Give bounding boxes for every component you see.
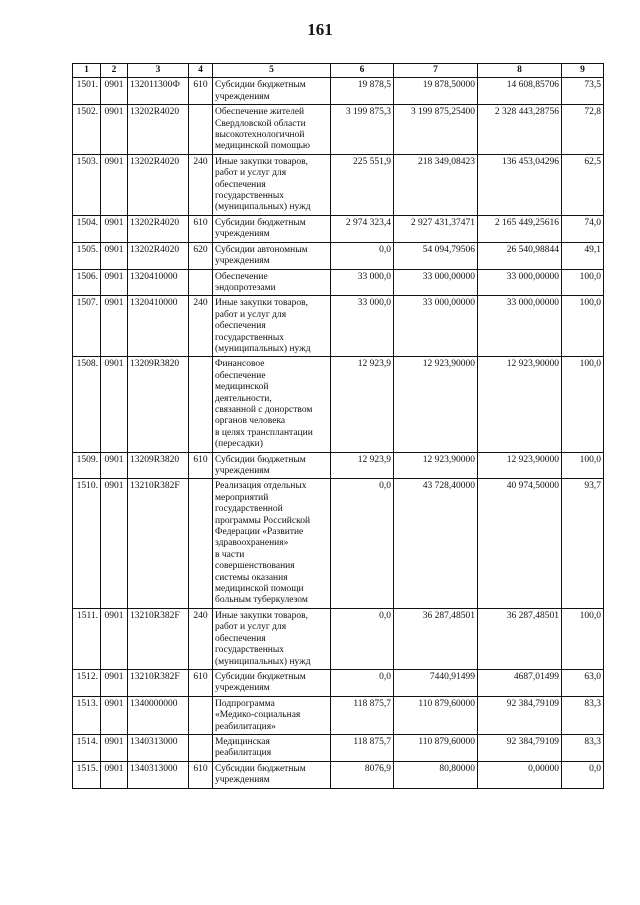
column-header: 6 [331, 64, 394, 78]
refined-amount: 43 728,40000 [394, 479, 478, 608]
item-name: Субсидии бюджетным учреждениям [213, 761, 331, 788]
expense-type-code: 610 [189, 215, 213, 242]
row-number: 1513. [73, 696, 101, 734]
table-row [73, 761, 604, 788]
target-article-code: 1340313000 [128, 761, 189, 788]
planned-amount: 118 875,7 [331, 734, 394, 761]
row-number: 1515. [73, 761, 101, 788]
execution-percent: 49,1 [562, 242, 604, 269]
execution-percent: 100,0 [562, 608, 604, 669]
target-article-code: 13209R3820 [128, 452, 189, 479]
table-row [73, 608, 604, 669]
section-code: 0901 [101, 105, 128, 155]
execution-percent: 74,0 [562, 215, 604, 242]
table-row [73, 669, 604, 696]
column-header: 8 [478, 64, 562, 78]
refined-amount: 3 199 875,25400 [394, 105, 478, 155]
refined-amount: 7440,91499 [394, 669, 478, 696]
table-row [73, 357, 604, 452]
table-row [73, 296, 604, 357]
item-name: Иные закупки товаров, работ и услуг для обеспечения государственных (муниципальных) нужд [213, 608, 331, 669]
table-row [73, 269, 604, 296]
column-header: 7 [394, 64, 478, 78]
executed-amount: 26 540,98844 [478, 242, 562, 269]
column-header: 3 [128, 64, 189, 78]
section-code: 0901 [101, 696, 128, 734]
expense-type-code: 610 [189, 452, 213, 479]
section-code: 0901 [101, 78, 128, 105]
row-number: 1514. [73, 734, 101, 761]
executed-amount: 4687,01499 [478, 669, 562, 696]
table-row [73, 452, 604, 479]
execution-percent: 73,5 [562, 78, 604, 105]
refined-amount: 36 287,48501 [394, 608, 478, 669]
execution-percent: 100,0 [562, 452, 604, 479]
section-code: 0901 [101, 154, 128, 215]
target-article-code: 13209R3820 [128, 357, 189, 452]
planned-amount: 0,0 [331, 608, 394, 669]
planned-amount: 0,0 [331, 242, 394, 269]
refined-amount: 19 878,50000 [394, 78, 478, 105]
refined-amount: 54 094,79506 [394, 242, 478, 269]
item-name: Субсидии автономным учреждениям [213, 242, 331, 269]
item-name: Субсидии бюджетным учреждениям [213, 669, 331, 696]
executed-amount: 92 384,79109 [478, 734, 562, 761]
planned-amount: 0,0 [331, 669, 394, 696]
expense-type-code: 610 [189, 669, 213, 696]
page-number: 161 [307, 20, 333, 39]
item-name: Субсидии бюджетным учреждениям [213, 215, 331, 242]
refined-amount: 12 923,90000 [394, 452, 478, 479]
target-article-code: 13202R4020 [128, 154, 189, 215]
section-code: 0901 [101, 734, 128, 761]
target-article-code: 13202R4020 [128, 105, 189, 155]
section-code: 0901 [101, 452, 128, 479]
executed-amount: 136 453,04296 [478, 154, 562, 215]
executed-amount: 14 608,85706 [478, 78, 562, 105]
planned-amount: 118 875,7 [331, 696, 394, 734]
target-article-code: 132011300Ф [128, 78, 189, 105]
planned-amount: 33 000,0 [331, 269, 394, 296]
target-article-code: 1320410000 [128, 296, 189, 357]
executed-amount: 33 000,00000 [478, 296, 562, 357]
table-row [73, 105, 604, 155]
column-header: 4 [189, 64, 213, 78]
target-article-code: 13210R382F [128, 608, 189, 669]
expense-type-code: 240 [189, 296, 213, 357]
expense-type-code [189, 696, 213, 734]
expense-type-code [189, 105, 213, 155]
row-number: 1511. [73, 608, 101, 669]
executed-amount: 12 923,90000 [478, 357, 562, 452]
execution-percent: 100,0 [562, 269, 604, 296]
column-header: 2 [101, 64, 128, 78]
refined-amount: 218 349,08423 [394, 154, 478, 215]
row-number: 1504. [73, 215, 101, 242]
refined-amount: 110 879,60000 [394, 734, 478, 761]
section-code: 0901 [101, 608, 128, 669]
table-row [73, 78, 604, 105]
target-article-code: 13210R382F [128, 669, 189, 696]
row-number: 1505. [73, 242, 101, 269]
refined-amount: 12 923,90000 [394, 357, 478, 452]
refined-amount: 33 000,00000 [394, 296, 478, 357]
expense-type-code [189, 479, 213, 608]
execution-percent: 72,8 [562, 105, 604, 155]
refined-amount: 80,80000 [394, 761, 478, 788]
target-article-code: 1340000000 [128, 696, 189, 734]
expense-type-code: 240 [189, 154, 213, 215]
table-body [73, 78, 604, 788]
item-name: Иные закупки товаров, работ и услуг для обеспечения государственных (муниципальных) нужд [213, 154, 331, 215]
expense-type-code: 240 [189, 608, 213, 669]
expense-type-code [189, 734, 213, 761]
planned-amount: 12 923,9 [331, 357, 394, 452]
planned-amount: 2 974 323,4 [331, 215, 394, 242]
section-code: 0901 [101, 761, 128, 788]
execution-percent: 100,0 [562, 296, 604, 357]
planned-amount: 8076,9 [331, 761, 394, 788]
row-number: 1507. [73, 296, 101, 357]
item-name: Субсидии бюджетным учреждениям [213, 452, 331, 479]
planned-amount: 0,0 [331, 479, 394, 608]
planned-amount: 33 000,0 [331, 296, 394, 357]
refined-amount: 2 927 431,37471 [394, 215, 478, 242]
execution-percent: 83,3 [562, 734, 604, 761]
row-number: 1508. [73, 357, 101, 452]
planned-amount: 12 923,9 [331, 452, 394, 479]
table-row [73, 696, 604, 734]
execution-percent: 0,0 [562, 761, 604, 788]
row-number: 1502. [73, 105, 101, 155]
section-code: 0901 [101, 296, 128, 357]
target-article-code: 13202R4020 [128, 242, 189, 269]
table-row [73, 215, 604, 242]
expense-type-code [189, 357, 213, 452]
row-number: 1509. [73, 452, 101, 479]
executed-amount: 36 287,48501 [478, 608, 562, 669]
table-row [73, 479, 604, 608]
section-code: 0901 [101, 215, 128, 242]
section-code: 0901 [101, 669, 128, 696]
item-name: Иные закупки товаров, работ и услуг для обеспечения государственных (муниципальных) нужд [213, 296, 331, 357]
item-name: Реализация отдельных мероприятий государственной программы Российской Федерации «Развитие здравоохранения» в части совершенствования системы оказания медицинской помощи больным туберкулезом [213, 479, 331, 608]
table-header-row [73, 64, 604, 78]
executed-amount: 2 165 449,25616 [478, 215, 562, 242]
column-header: 9 [562, 64, 604, 78]
target-article-code: 13210R382F [128, 479, 189, 608]
execution-percent: 100,0 [562, 357, 604, 452]
section-code: 0901 [101, 357, 128, 452]
item-name: Субсидии бюджетным учреждениям [213, 78, 331, 105]
expense-type-code [189, 269, 213, 296]
section-code: 0901 [101, 479, 128, 608]
section-code: 0901 [101, 269, 128, 296]
row-number: 1512. [73, 669, 101, 696]
section-code: 0901 [101, 242, 128, 269]
refined-amount: 110 879,60000 [394, 696, 478, 734]
execution-percent: 93,7 [562, 479, 604, 608]
executed-amount: 2 328 443,28756 [478, 105, 562, 155]
executed-amount: 33 000,00000 [478, 269, 562, 296]
table-row [73, 734, 604, 761]
column-header: 5 [213, 64, 331, 78]
target-article-code: 13202R4020 [128, 215, 189, 242]
row-number: 1506. [73, 269, 101, 296]
executed-amount: 0,00000 [478, 761, 562, 788]
executed-amount: 12 923,90000 [478, 452, 562, 479]
executed-amount: 40 974,50000 [478, 479, 562, 608]
table-row [73, 154, 604, 215]
planned-amount: 19 878,5 [331, 78, 394, 105]
table-row [73, 242, 604, 269]
expense-type-code: 610 [189, 78, 213, 105]
expense-type-code: 610 [189, 761, 213, 788]
item-name: Финансовое обеспечение медицинской деятельности, связанной с донорством органов человека в целях трансплантации (пересадки) [213, 357, 331, 452]
item-name: Медицинская реабилитация [213, 734, 331, 761]
planned-amount: 225 551,9 [331, 154, 394, 215]
column-header: 1 [73, 64, 101, 78]
row-number: 1510. [73, 479, 101, 608]
row-number: 1503. [73, 154, 101, 215]
target-article-code: 1320410000 [128, 269, 189, 296]
planned-amount: 3 199 875,3 [331, 105, 394, 155]
item-name: Обеспечение эндопротезами [213, 269, 331, 296]
item-name: Обеспечение жителей Свердловской области высокотехнологичной медицинской помощью [213, 105, 331, 155]
item-name: Подпрограмма «Медико-социальная реабилитация» [213, 696, 331, 734]
execution-percent: 83,3 [562, 696, 604, 734]
budget-table [72, 63, 604, 789]
expense-type-code: 620 [189, 242, 213, 269]
row-number: 1501. [73, 78, 101, 105]
executed-amount: 92 384,79109 [478, 696, 562, 734]
execution-percent: 62,5 [562, 154, 604, 215]
execution-percent: 63,0 [562, 669, 604, 696]
target-article-code: 1340313000 [128, 734, 189, 761]
refined-amount: 33 000,00000 [394, 269, 478, 296]
